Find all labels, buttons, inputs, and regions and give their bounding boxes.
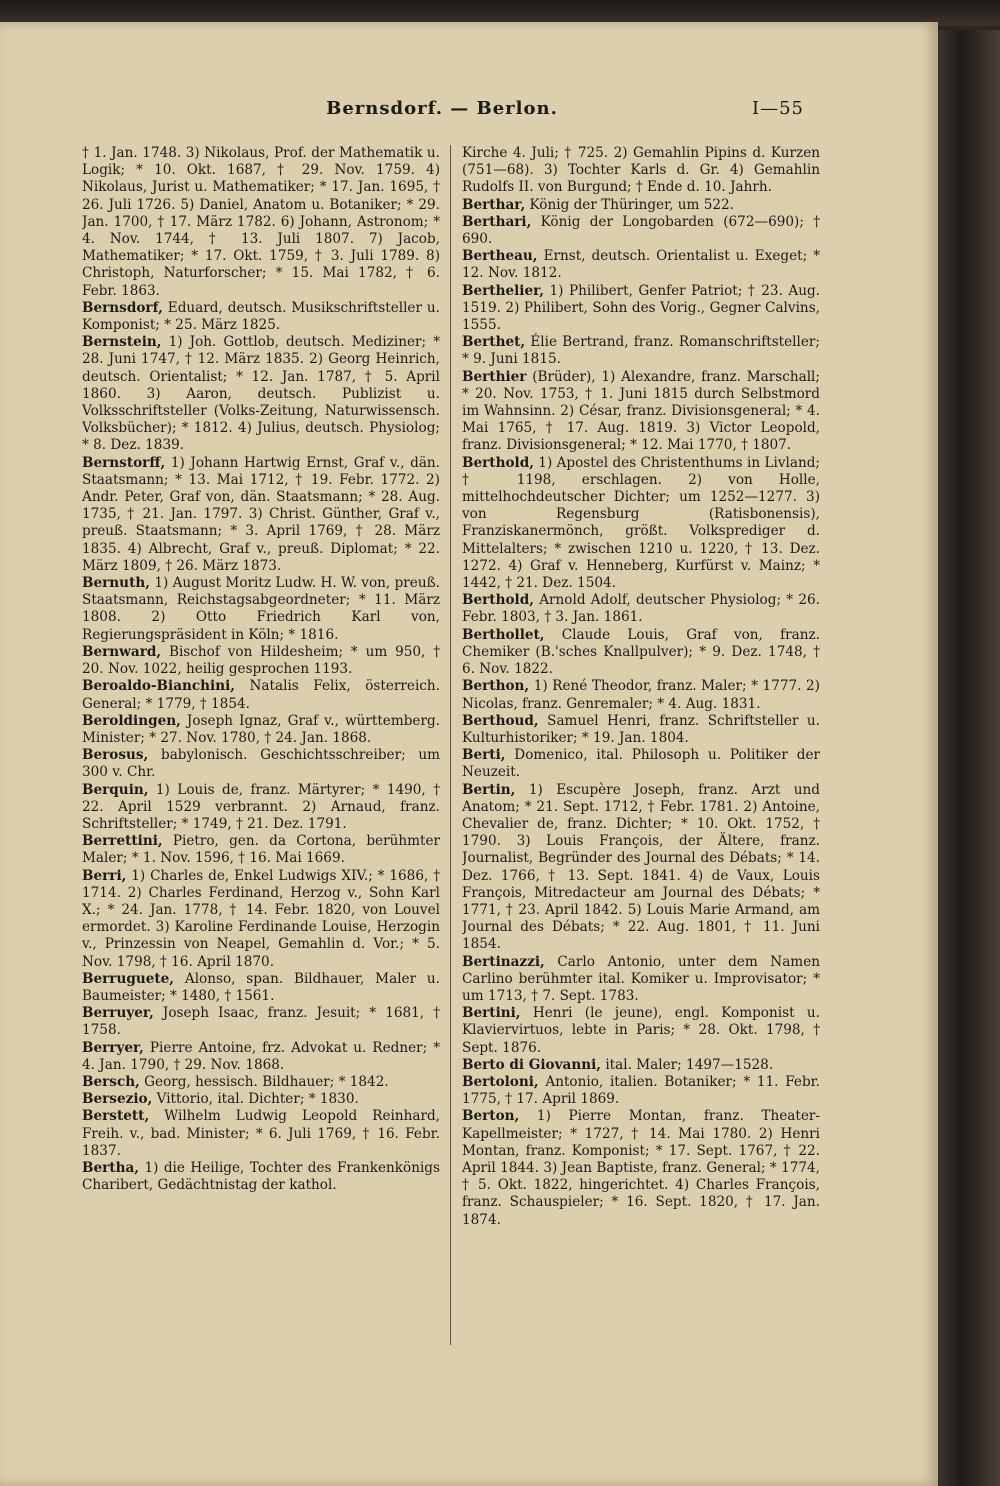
- entry-headword: Berruyer,: [82, 1005, 154, 1022]
- dictionary-entry: [462, 627, 820, 679]
- entry-headword: Beroldingen,: [82, 712, 181, 729]
- entry-text: 1) Louis de, franz. Märtyrer; * 1490, † 22. April 1529 verbrannt. 2) Arnaud, franz. Schriftsteller; * 1749, † 21. Dez. 1791.: [82, 781, 440, 832]
- dictionary-entry: [462, 214, 820, 248]
- entry-text: Alonso, span. Bildhauer, Maler u. Baumeister; * 1480, † 1561.: [82, 970, 440, 1004]
- running-title: Bernsdorf. — Berlon.: [326, 98, 558, 119]
- entry-headword: Bertoloni,: [462, 1073, 539, 1090]
- entry-headword: Berti,: [462, 747, 506, 764]
- dictionary-entry: [82, 747, 440, 781]
- entry-text: Joseph Isaac, franz. Jesuit; * 1681, † 1758.: [82, 1005, 440, 1039]
- entry-text: 1) Joh. Gottlob, deutsch. Mediziner; * 28. Juni 1747, † 12. März 1835. 2) Georg Heinrich, deutsch. Orientalist; * 12. Jan. 1787, † 5. April 1860. 3) Aaron, deutsch. Publizist u. Volksschriftsteller (Volks-Zeitung, Naturwissensch. Volksbücher); * 1812. 4) Julius, deutsch. Physiolog; * 8. Dez. 1839.: [82, 334, 440, 454]
- dictionary-entry: [462, 1074, 820, 1108]
- entry-headword: Berryer,: [82, 1039, 144, 1056]
- dictionary-entry: [82, 868, 440, 971]
- entry-headword: Bertheau,: [462, 248, 538, 265]
- entry-headword: Berthold,: [462, 592, 534, 609]
- entry-text: Natalis Felix, österreich. General; * 1779, † 1854.: [82, 678, 440, 712]
- entry-headword: Berruguete,: [82, 970, 175, 987]
- dictionary-entry: [462, 1108, 820, 1228]
- dictionary-entry: [82, 1074, 440, 1091]
- entry-text: 1) Philibert, Genfer Patriot; † 23. Aug. 1519. 2) Philibert, Sohn des Vorig., Gegner Calvins, 1555.: [462, 282, 820, 334]
- column-divider: [450, 145, 451, 1345]
- entry-text: Joseph Ignaz, Graf v., württemberg. Minister; * 27. Nov. 1780, † 24. Jan. 1868.: [82, 712, 440, 746]
- dictionary-entry: [462, 145, 820, 197]
- entry-headword: Berto di Giovanni,: [462, 1056, 601, 1073]
- entry-headword: Berquin,: [82, 781, 149, 798]
- entry-text: 1) Pierre Montan, franz. Theater-Kapellmeister; * 1727, † 14. Mai 1780. 2) Henri Montan, franz. Komponist; * 17. Sept. 1767, † 22. April 1844. 3) Jean Baptiste, franz. General; * 1774, † 5. Okt. 1822, hingerichtet. 4) Charles François, franz. Schauspieler; * 16. Sept. 1820, † 17. Jan. 1874.: [462, 1108, 820, 1228]
- entry-text: Pierre Antoine, frz. Advokat u. Redner; * 4. Jan. 1790, † 29. Nov. 1868.: [82, 1039, 440, 1073]
- entry-headword: Bertinazzi,: [462, 953, 545, 970]
- dictionary-entry: [82, 300, 440, 334]
- dictionary-entry: [462, 713, 820, 747]
- entry-text: ital. Maler; 1497—1528.: [601, 1056, 774, 1073]
- dictionary-entry: [82, 971, 440, 1005]
- entry-text: † 1. Jan. 1748. 3) Nikolaus, Prof. der Mathematik u. Logik; * 10. Okt. 1687, † 29. Nov. 1759. 4) Nikolaus, Jurist u. Mathematiker; * 17. Jan. 1695, † 26. Juli 1726. 5) Daniel, Anatom u. Botaniker; * 29. Jan. 1700, † 17. März 1782. 6) Johann, Astronom; * 4. Nov. 1744, † 13. Juli 1807. 7) Jacob, Mathematiker; * 17. Okt. 1759, † 3. Juli 1789. 8) Christoph, Naturforscher; * 15. Mai 1782, † 6. Febr. 1863.: [82, 145, 440, 299]
- entry-text: 1) Charles de, Enkel Ludwigs XIV.; * 1686, † 1714. 2) Charles Ferdinand, Herzog v., Sohn Karl X.; * 24. Jan. 1778, † 14. Febr. 1820, von Louvel ermordet. 3) Karoline Ferdinande Louise, Herzogin v., Prinzessin von Neapel, Gemahlin d. Vor.; * 5. Nov. 1798, † 16. April 1870.: [82, 867, 440, 970]
- dictionary-entry: [462, 197, 820, 214]
- dictionary-entry: [82, 833, 440, 867]
- dictionary-entry: [82, 782, 440, 834]
- entry-text: Kirche 4. Juli; † 725. 2) Gemahlin Pipins d. Kurzen (751—68). 3) Tochter Karls d. Gr. 4) Gemahlin Rudolfs II. von Burgund; † Ende d. 10. Jahrh.: [462, 145, 820, 196]
- entry-text: König der Longobarden (672—690); † 690.: [462, 213, 820, 248]
- entry-text: Antonio, italien. Botaniker; * 11. Febr. 1775, † 17. April 1869.: [462, 1073, 820, 1108]
- entry-text: Arnold Adolf, deutscher Physiolog; * 26. Febr. 1803, † 3. Jan. 1861.: [462, 592, 820, 626]
- entry-headword: Bernsdorf,: [82, 299, 163, 316]
- entry-headword: Berthollet,: [462, 626, 545, 643]
- entry-text: Georg, hessisch. Bildhauer; * 1842.: [139, 1073, 389, 1090]
- dictionary-entry: [82, 145, 440, 300]
- dictionary-entry: [462, 747, 820, 781]
- entry-text: Eduard, deutsch. Musikschriftsteller u. Komponist; * 25. März 1825.: [82, 299, 440, 334]
- entry-headword: Berthelier,: [462, 282, 544, 299]
- dictionary-entry: [462, 248, 820, 282]
- entry-headword: Berthari,: [462, 213, 532, 230]
- page-header: [80, 98, 804, 126]
- dictionary-entry: [82, 334, 440, 454]
- entry-text: König der Thüringer, um 522.: [525, 196, 734, 213]
- entry-text: Henri (le jeune), engl. Komponist u. Klaviervirtuos, lebte in Paris; * 28. Okt. 1798, † Sept. 1876.: [462, 1005, 820, 1056]
- entry-headword: Berthold,: [462, 454, 534, 471]
- dictionary-entry: [462, 954, 820, 1006]
- entry-headword: Berthar,: [462, 196, 526, 213]
- entry-headword: Bersezio,: [82, 1091, 153, 1108]
- entry-text: 1) August Moritz Ludw. H. W. von, preuß. Staatsmann, Reichstagsabgeordneter; * 11. März 1808. 2) Otto Friedrich Karl von, Regierungspräsident in Köln; * 1816.: [82, 575, 440, 643]
- entry-text: 1) René Theodor, franz. Maler; * 1777. 2) Nicolas, franz. Genremaler; * 4. Aug. 1831.: [462, 678, 820, 712]
- dictionary-entry: [462, 782, 820, 954]
- entry-text: Bischof von Hildesheim; * um 950, † 20. Nov. 1022, heilig gesprochen 1193.: [82, 643, 440, 678]
- entry-headword: Berton,: [462, 1108, 520, 1125]
- dictionary-entry: [462, 369, 820, 455]
- dictionary-entry: [462, 678, 820, 712]
- dictionary-entry: [462, 1005, 820, 1057]
- entry-headword: Bernward,: [82, 643, 162, 660]
- entry-headword: Bernstein,: [82, 334, 162, 351]
- entry-text: (Brüder), 1) Alexandre, franz. Marschall; * 20. Nov. 1753, † 1. Juni 1815 durch Selbstmord im Wahnsinn. 2) César, franz. Divisionsgeneral; * 4. Mai 1765, † 17. Aug. 1819. 3) Victor Leopold, franz. Divisionsgeneral; * 12. Mai 1770, † 1807.: [462, 368, 820, 454]
- dictionary-entry: [82, 644, 440, 678]
- entry-headword: Berthon,: [462, 678, 530, 695]
- dictionary-entry: [462, 592, 820, 626]
- dictionary-entry: [82, 1040, 440, 1074]
- dictionary-entry: [82, 678, 440, 712]
- entry-headword: Berthier: [462, 368, 527, 385]
- dictionary-entry: [462, 1057, 820, 1074]
- entry-headword: Berthet,: [462, 334, 526, 351]
- dictionary-entry: [82, 575, 440, 644]
- entry-headword: Bertha,: [82, 1159, 140, 1176]
- entry-text: Ernst, deutsch. Orientalist u. Exeget; * 12. Nov. 1812.: [462, 248, 820, 282]
- entry-headword: Berosus,: [82, 747, 149, 764]
- left-column: [82, 145, 440, 1345]
- dictionary-entry: [82, 455, 440, 575]
- entry-text: Samuel Henri, franz. Schriftsteller u. Kulturhistoriker; * 19. Jan. 1804.: [462, 712, 820, 746]
- entry-text: Vittorio, ital. Dichter; * 1830.: [152, 1091, 359, 1108]
- entry-headword: Bernuth,: [82, 575, 150, 592]
- entry-headword: Bertin,: [462, 781, 516, 798]
- dictionary-entry: [462, 455, 820, 593]
- entry-text: 1) die Heilige, Tochter des Frankenkönigs Charibert, Gedächtnistag der kathol.: [82, 1159, 440, 1194]
- entry-headword: Bertini,: [462, 1005, 521, 1022]
- dictionary-entry: [82, 713, 440, 747]
- entry-text: Domenico, ital. Philosoph u. Politiker der Neuzeit.: [462, 747, 820, 781]
- entry-headword: Berrettini,: [82, 833, 163, 850]
- page-number: I—55: [751, 98, 804, 119]
- entry-text: Élie Bertrand, franz. Romanschriftsteller; * 9. Juni 1815.: [462, 334, 820, 368]
- entry-headword: Berri,: [82, 867, 127, 884]
- entry-text: Pietro, gen. da Cortona, berühmter Maler; * 1. Nov. 1596, † 16. Mai 1669.: [82, 833, 440, 867]
- dictionary-entry: [462, 283, 820, 335]
- dictionary-entry: [82, 1108, 440, 1160]
- entry-headword: Bersch,: [82, 1073, 140, 1090]
- dictionary-entry: [82, 1091, 440, 1108]
- entry-headword: Berthoud,: [462, 712, 539, 729]
- dictionary-entry: [462, 334, 820, 368]
- book-cover-edge: [938, 30, 1000, 1486]
- entry-headword: Berstett,: [82, 1108, 150, 1125]
- right-column: [462, 145, 820, 1345]
- dictionary-entry: [82, 1160, 440, 1194]
- dictionary-entry: [82, 1005, 440, 1039]
- entry-text: Claude Louis, Graf von, franz. Chemiker (B.'sches Knallpulver); * 9. Dez. 1748, † 6. Nov. 1822.: [462, 626, 820, 678]
- entry-text: 1) Apostel des Christenthums in Livland; † 1198, erschlagen. 2) von Holle, mittelhochdeutscher Dichter; um 1252—1277. 3) von Regensburg (Ratisbonensis), Franziskanermönch, größt. Volksprediger d. Mittelalters; * zwischen 1210 u. 1220, † 13. Dez. 1272. 4) Graf v. Henneberg, Kurfürst v. Mainz; * 1442, † 21. Dez. 1504.: [462, 454, 820, 592]
- entry-text: Carlo Antonio, unter dem Namen Carlino berühmter ital. Komiker u. Improvisator; * um 1713, † 7. Sept. 1783.: [462, 953, 820, 1004]
- entry-text: babylonisch. Geschichtsschreiber; um 300 v. Chr.: [82, 747, 440, 781]
- entry-text: Wilhelm Ludwig Leopold Reinhard, Freih. v., bad. Minister; * 6. Juli 1769, † 16. Febr. 1837.: [82, 1108, 440, 1159]
- entry-text: 1) Johann Hartwig Ernst, Graf v., dän. Staatsmann; * 13. Mai 1712, † 19. Febr. 1772. 2) Andr. Peter, Graf von, dän. Staatsmann; * 28. Aug. 1735, † 21. Jan. 1797. 3) Christ. Günther, Graf v., preuß. Staatsmann; * 3. April 1769, † 28. März 1835. 4) Albrecht, Graf v., preuß. Diplomat; * 22. März 1809, † 26. März 1873.: [82, 454, 440, 574]
- entry-headword: Bernstorff,: [82, 454, 166, 471]
- entry-headword: Beroaldo-Bianchini,: [82, 678, 236, 695]
- entry-text: 1) Escupère Joseph, franz. Arzt und Anatom; * 21. Sept. 1712, † Febr. 1781. 2) Antoine, Chevalier de, franz. Dichter; * 10. Okt. 1752, † 1790. 3) Louis François, der Ältere, franz. Journalist, Begründer des Journal des Débats; * 14. Dez. 1766, † 13. Sept. 1841. 4) de Vaux, Louis François, Mitredacteur am Journal des Débats; * 1771, † 23. April 1842. 5) Louis Marie Armand, am Journal des Débats; * 22. Aug. 1801, † 11. Juni 1854.: [462, 781, 820, 953]
